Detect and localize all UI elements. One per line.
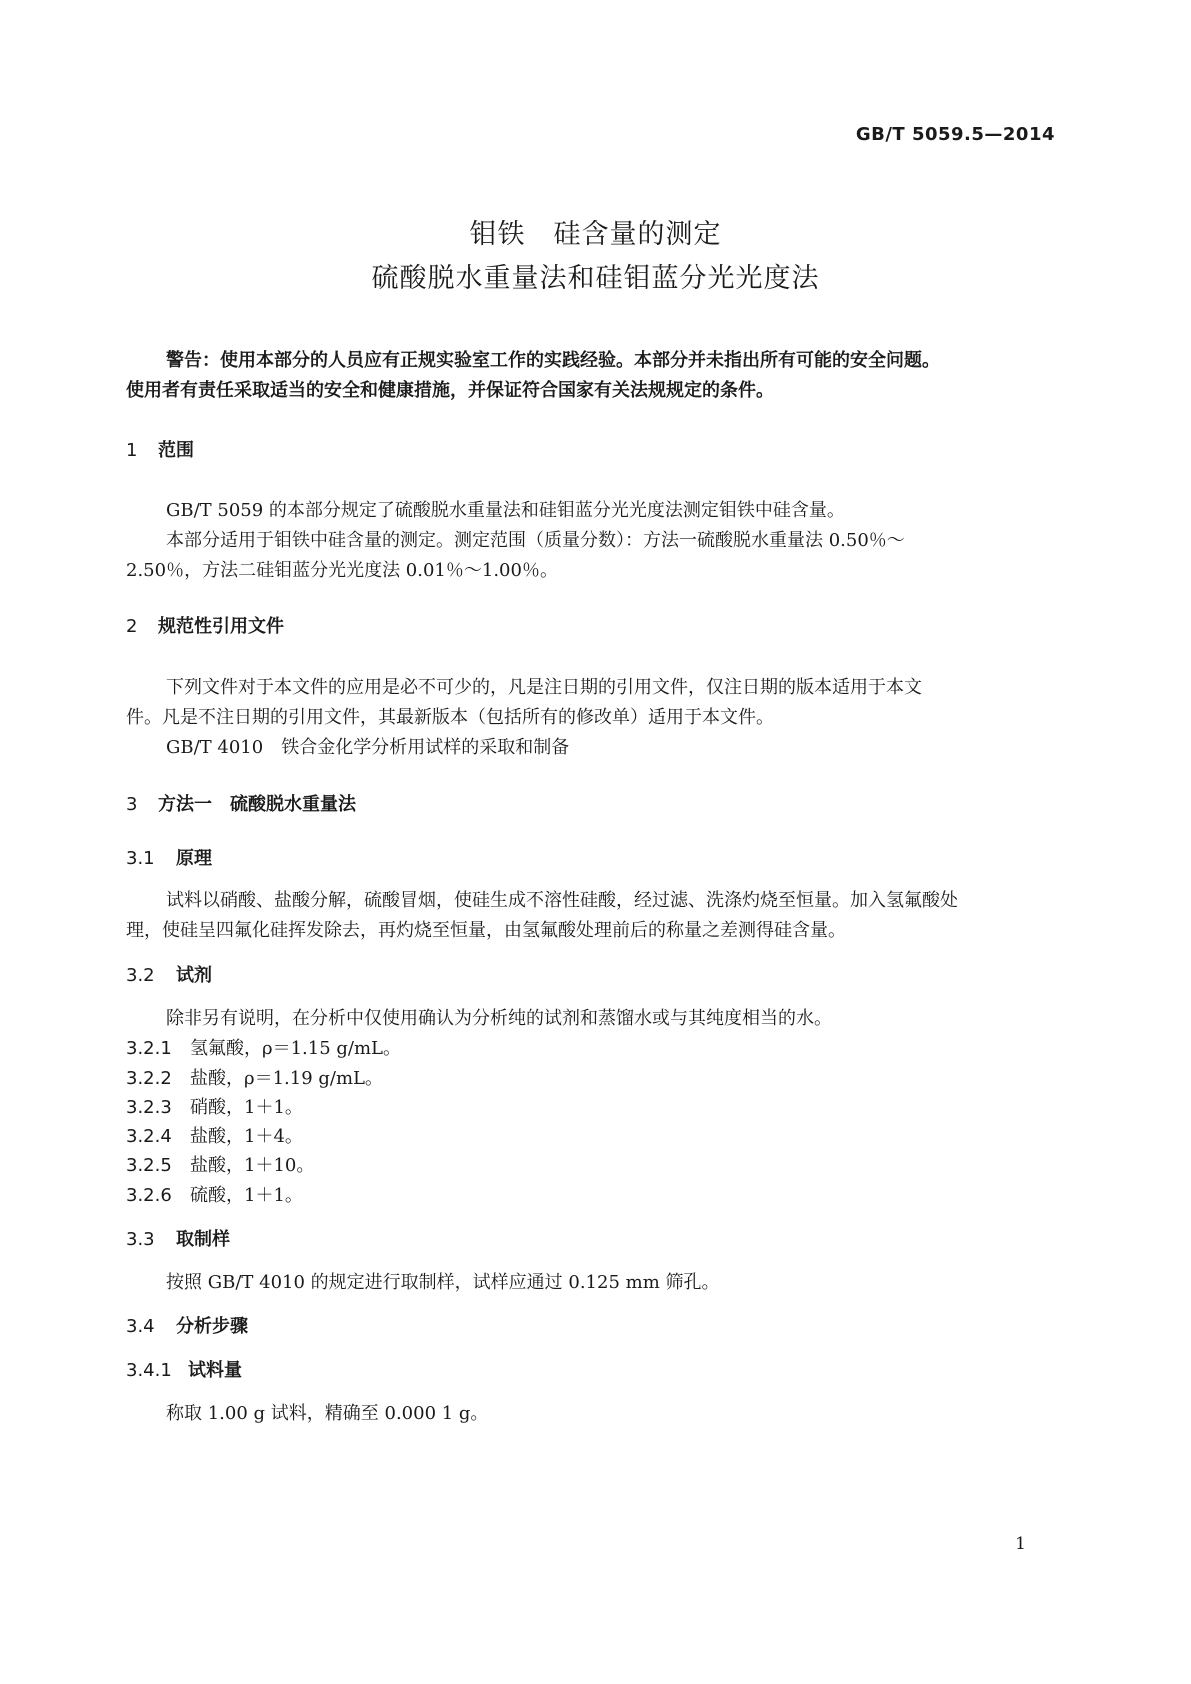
normative-reference: GB/T 4010 铁合金化学分析用试样的采取和制备 xyxy=(166,737,570,758)
references-paragraph-line1: 下列文件对于本文件的应用是必不可少的，凡是注日期的引用文件，仅注日期的版本适用于本文 xyxy=(166,677,922,698)
reagent-text: 盐酸，1＋10。 xyxy=(190,1155,315,1176)
subsection-number: 3.4 xyxy=(126,1316,155,1337)
reagent-number: 3.2.6 xyxy=(126,1185,172,1206)
reagent-text: 氢氟酸，ρ＝1.15 g/mL。 xyxy=(190,1038,401,1059)
reagent-item xyxy=(126,1064,383,1090)
section-1-heading xyxy=(126,436,194,462)
subsection-number: 3.1 xyxy=(126,848,155,869)
reagent-number: 3.2.1 xyxy=(126,1038,172,1059)
subsection-3-1-heading xyxy=(126,844,212,870)
reagent-number: 3.2.3 xyxy=(126,1097,172,1118)
reagents-intro: 除非另有说明，在分析中仅使用确认为分析纯的试剂和蒸馏水或与其纯度相当的水。 xyxy=(166,1008,832,1029)
principle-line1: 试料以硝酸、盐酸分解，硫酸冒烟，使硅生成不溶性硅酸，经过滤、洗涤灼烧至恒量。加入氢氟酸处 xyxy=(166,890,958,911)
subsection-title: 原理 xyxy=(176,848,212,869)
section-2-heading xyxy=(126,612,284,638)
reagent-number: 3.2.5 xyxy=(126,1155,172,1176)
subsection-title: 试料量 xyxy=(188,1360,242,1381)
reagent-item xyxy=(126,1122,303,1148)
section-title: 方法一 硫酸脱水重量法 xyxy=(158,794,356,815)
reagent-text: 硫酸，1＋1。 xyxy=(190,1185,303,1206)
subsection-3-2-heading xyxy=(126,961,212,987)
subsection-number: 3.4.1 xyxy=(126,1360,172,1381)
subsection-number: 3.2 xyxy=(126,965,155,986)
reagent-text: 盐酸，ρ＝1.19 g/mL。 xyxy=(190,1068,383,1089)
subsection-3-3-heading xyxy=(126,1225,230,1251)
section-3-heading xyxy=(126,790,356,816)
test-portion-text: 称取 1.00 g 试料，精确至 0.000 1 g。 xyxy=(166,1403,489,1424)
reagent-item xyxy=(126,1151,314,1177)
principle-line2: 理，使硅呈四氟化硅挥发除去，再灼烧至恒量，由氢氟酸处理前后的称量之差测得硅含量。 xyxy=(126,920,846,941)
section-title: 规范性引用文件 xyxy=(158,616,284,637)
warning-line1: 警告：使用本部分的人员应有正规实验室工作的实践经验。本部分并未指出所有可能的安全问题。 xyxy=(166,350,940,371)
subsection-3-4-heading xyxy=(126,1312,248,1338)
page-number: 1 xyxy=(1015,1534,1026,1554)
scope-paragraph-2-line1: 本部分适用于钼铁中硅含量的测定。测定范围（质量分数）：方法一硫酸脱水重量法 0.50％～ xyxy=(166,530,905,551)
reagent-item xyxy=(126,1181,303,1207)
warning-line2: 使用者有责任采取适当的安全和健康措施，并保证符合国家有关法规规定的条件。 xyxy=(126,380,774,401)
reagent-number: 3.2.2 xyxy=(126,1068,172,1089)
section-title: 范围 xyxy=(158,440,194,461)
subsection-3-4-1-heading xyxy=(126,1356,242,1382)
subsection-number: 3.3 xyxy=(126,1229,155,1250)
section-number: 3 xyxy=(126,794,138,815)
reagent-text: 盐酸，1＋4。 xyxy=(190,1126,303,1147)
subsection-title: 试剂 xyxy=(176,965,212,986)
subsection-title: 分析步骤 xyxy=(176,1316,248,1337)
reagent-text: 硝酸，1＋1。 xyxy=(190,1097,303,1118)
document-title-line2: 硫酸脱水重量法和硅钼蓝分光光度法 xyxy=(371,263,820,294)
subsection-title: 取制样 xyxy=(176,1229,230,1250)
references-paragraph-line2: 件。凡是不注日期的引用文件，其最新版本（包括所有的修改单）适用于本文件。 xyxy=(126,707,774,728)
sampling-text: 按照 GB/T 4010 的规定进行取制样，试样应通过 0.125 mm 筛孔。 xyxy=(166,1272,720,1293)
scope-paragraph-2-line2: 2.50％，方法二硅钼蓝分光光度法 0.01％～1.00％。 xyxy=(126,560,558,581)
reagent-item xyxy=(126,1034,401,1060)
standard-number: GB/T 5059.5—2014 xyxy=(855,124,1055,145)
reagent-number: 3.2.4 xyxy=(126,1126,172,1147)
document-title-line1: 钼铁 硅含量的测定 xyxy=(469,219,722,250)
section-number: 2 xyxy=(126,616,138,637)
scope-paragraph-1: GB/T 5059 的本部分规定了硫酸脱水重量法和硅钼蓝分光光度法测定钼铁中硅含量。 xyxy=(166,500,845,521)
section-number: 1 xyxy=(126,440,138,461)
reagent-item xyxy=(126,1093,303,1119)
